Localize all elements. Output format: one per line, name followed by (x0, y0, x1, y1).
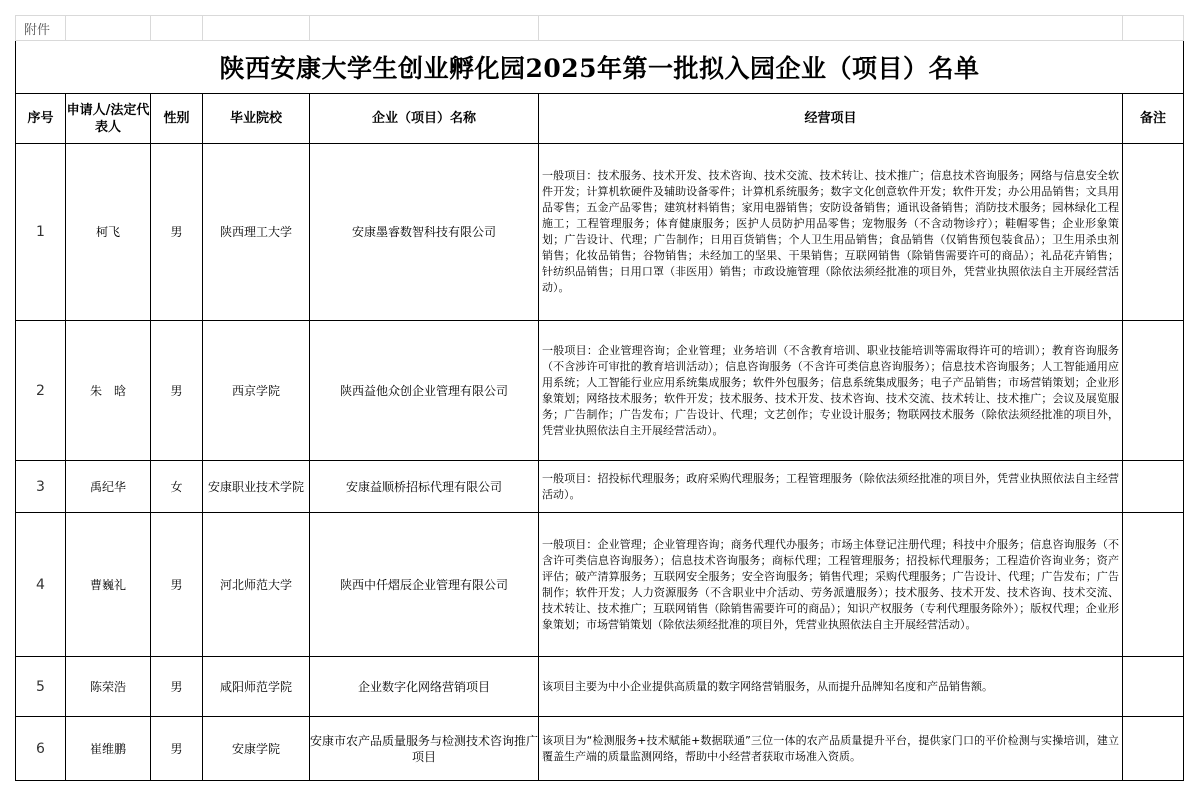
header-company[interactable]: 企业（项目）名称 (310, 94, 539, 144)
cell-remarks[interactable] (1123, 657, 1184, 717)
enterprise-list-table (15, 15, 1184, 781)
cell-company[interactable]: 安康市农产品质量服务与检测技术咨询推广项目 (310, 717, 539, 781)
header-row (16, 94, 1184, 144)
cell-applicant[interactable]: 禹纪华 (66, 461, 151, 513)
cell-index[interactable]: 1 (16, 144, 66, 321)
cell-gender[interactable]: 男 (151, 513, 203, 657)
cell-gender[interactable]: 男 (151, 144, 203, 321)
cell-applicant[interactable]: 柯飞 (66, 144, 151, 321)
header-school[interactable]: 毕业院校 (203, 94, 310, 144)
cell-business[interactable]: 一般项目：企业管理；企业管理咨询；商务代理代办服务；市场主体登记注册代理；科技中介服务；信息咨询服务（不含许可类信息咨询服务）；信息技术咨询服务；商标代理；工程管理服务；招投标代理服务；工程造价咨询业务；资产评估；破产清算服务；互联网安全服务；安全咨询服务；销售代理；采购代理服务；广告设计、代理；广告发布；广告制作；软件开发；人力资源服务（不含职业中介活动、劳务派遣服务）；技术服务、技术开发、技术咨询、技术交流、技术转让、技术推广；互联网销售（除销售需要许可的商品）；知识产权服务（专利代理服务除外）；版权代理；企业形象策划；市场营销策划（除依法须经批准的项目外，凭营业执照依法自主开展经营活动）。 (539, 513, 1123, 657)
spreadsheet-sheet (15, 15, 1183, 797)
cell-remarks[interactable] (1123, 461, 1184, 513)
cell-business[interactable]: 一般项目：招投标代理服务；政府采购代理服务；工程管理服务（除依法须经批准的项目外，凭营业执照依法自主经营活动）。 (539, 461, 1123, 513)
cell-school[interactable]: 安康职业技术学院 (203, 461, 310, 513)
table-row (16, 461, 1184, 513)
attachment-label[interactable]: 附件 (16, 16, 66, 41)
empty-cell[interactable] (539, 16, 1123, 41)
cell-index[interactable]: 2 (16, 321, 66, 461)
cell-remarks[interactable] (1123, 321, 1184, 461)
cell-index[interactable]: 3 (16, 461, 66, 513)
cell-business[interactable]: 一般项目：技术服务、技术开发、技术咨询、技术交流、技术转让、技术推广；信息技术咨询服务；网络与信息安全软件开发；计算机软硬件及辅助设备零件；计算机系统服务；数字文化创意软件开发；软件开发；办公用品销售；文具用品零售；五金产品零售；建筑材料销售；家用电器销售；安防设备销售；通讯设备销售；消防技术服务；园林绿化工程施工；工程管理服务；体育健康服务；医护人员防护用品零售；宠物服务（不含动物诊疗）；鞋帽零售；企业形象策划；广告设计、代理；广告制作；日用百货销售；个人卫生用品销售；食品销售（仅销售预包装食品）；卫生用杀虫剂销售；化妆品销售；谷物销售；未经加工的坚果、干果销售；互联网销售（除销售需要许可的商品）；礼品花卉销售；针纺织品销售；日用口罩（非医用）销售；市政设施管理（除依法须经批准的项目外，凭营业执照依法自主开展经营活动）。 (539, 144, 1123, 321)
table-row (16, 513, 1184, 657)
cell-company[interactable]: 安康墨睿数智科技有限公司 (310, 144, 539, 321)
page-title[interactable]: 陕西安康大学生创业孵化园2025年第一批拟入园企业（项目）名单 (16, 41, 1184, 94)
header-applicant[interactable]: 申请人/法定代表人 (66, 94, 151, 144)
cell-remarks[interactable] (1123, 513, 1184, 657)
cell-index[interactable]: 6 (16, 717, 66, 781)
header-index[interactable]: 序号 (16, 94, 66, 144)
title-row (16, 41, 1184, 94)
empty-cell[interactable] (1123, 16, 1184, 41)
cell-remarks[interactable] (1123, 717, 1184, 781)
attachment-row (16, 16, 1184, 41)
cell-gender[interactable]: 男 (151, 657, 203, 717)
cell-applicant[interactable]: 崔维鹏 (66, 717, 151, 781)
empty-cell[interactable] (310, 16, 539, 41)
cell-applicant[interactable]: 曹巍礼 (66, 513, 151, 657)
cell-gender[interactable]: 男 (151, 321, 203, 461)
table-row (16, 657, 1184, 717)
cell-business[interactable]: 该项目主要为中小企业提供高质量的数字网络营销服务，从而提升品牌知名度和产品销售额。 (539, 657, 1123, 717)
cell-school[interactable]: 陕西理工大学 (203, 144, 310, 321)
header-remarks[interactable]: 备注 (1123, 94, 1184, 144)
cell-company[interactable]: 陕西益他众创企业管理有限公司 (310, 321, 539, 461)
cell-school[interactable]: 西京学院 (203, 321, 310, 461)
empty-cell[interactable] (151, 16, 203, 41)
cell-applicant[interactable]: 陈荣浩 (66, 657, 151, 717)
table-row (16, 321, 1184, 461)
cell-business[interactable]: 一般项目：企业管理咨询；企业管理；业务培训（不含教育培训、职业技能培训等需取得许可的培训）；教育咨询服务（不含涉许可审批的教育培训活动）；信息咨询服务（不含许可类信息咨询服务）；信息技术咨询服务；人工智能通用应用系统；人工智能行业应用系统集成服务；软件外包服务；信息系统集成服务；电子产品销售；市场营销策划；企业形象策划；网络技术服务；软件开发；技术服务、技术开发、技术咨询、技术交流、技术转让、技术推广；会议及展览服务；广告制作；广告发布；广告设计、代理；文艺创作；专业设计服务；物联网技术服务（除依法须经批准的项目外，凭营业执照依法自主开展经营活动）。 (539, 321, 1123, 461)
cell-company[interactable]: 安康益顺桥招标代理有限公司 (310, 461, 539, 513)
header-gender[interactable]: 性别 (151, 94, 203, 144)
cell-gender[interactable]: 男 (151, 717, 203, 781)
cell-gender[interactable]: 女 (151, 461, 203, 513)
cell-company[interactable]: 陕西中仟熠辰企业管理有限公司 (310, 513, 539, 657)
cell-business[interactable]: 该项目为“检测服务+技术赋能+数据联通”三位一体的农产品质量提升平台，提供家门口的平价检测与实操培训，建立覆盖生产端的质量监测网络，帮助中小经营者获取市场准入资质。 (539, 717, 1123, 781)
empty-cell[interactable] (66, 16, 151, 41)
cell-school[interactable]: 咸阳师范学院 (203, 657, 310, 717)
empty-cell[interactable] (203, 16, 310, 41)
cell-company[interactable]: 企业数字化网络营销项目 (310, 657, 539, 717)
cell-applicant[interactable]: 朱 晗 (66, 321, 151, 461)
table-row (16, 144, 1184, 321)
table-row (16, 717, 1184, 781)
cell-index[interactable]: 5 (16, 657, 66, 717)
cell-school[interactable]: 河北师范大学 (203, 513, 310, 657)
header-business[interactable]: 经营项目 (539, 94, 1123, 144)
cell-remarks[interactable] (1123, 144, 1184, 321)
cell-school[interactable]: 安康学院 (203, 717, 310, 781)
cell-index[interactable]: 4 (16, 513, 66, 657)
